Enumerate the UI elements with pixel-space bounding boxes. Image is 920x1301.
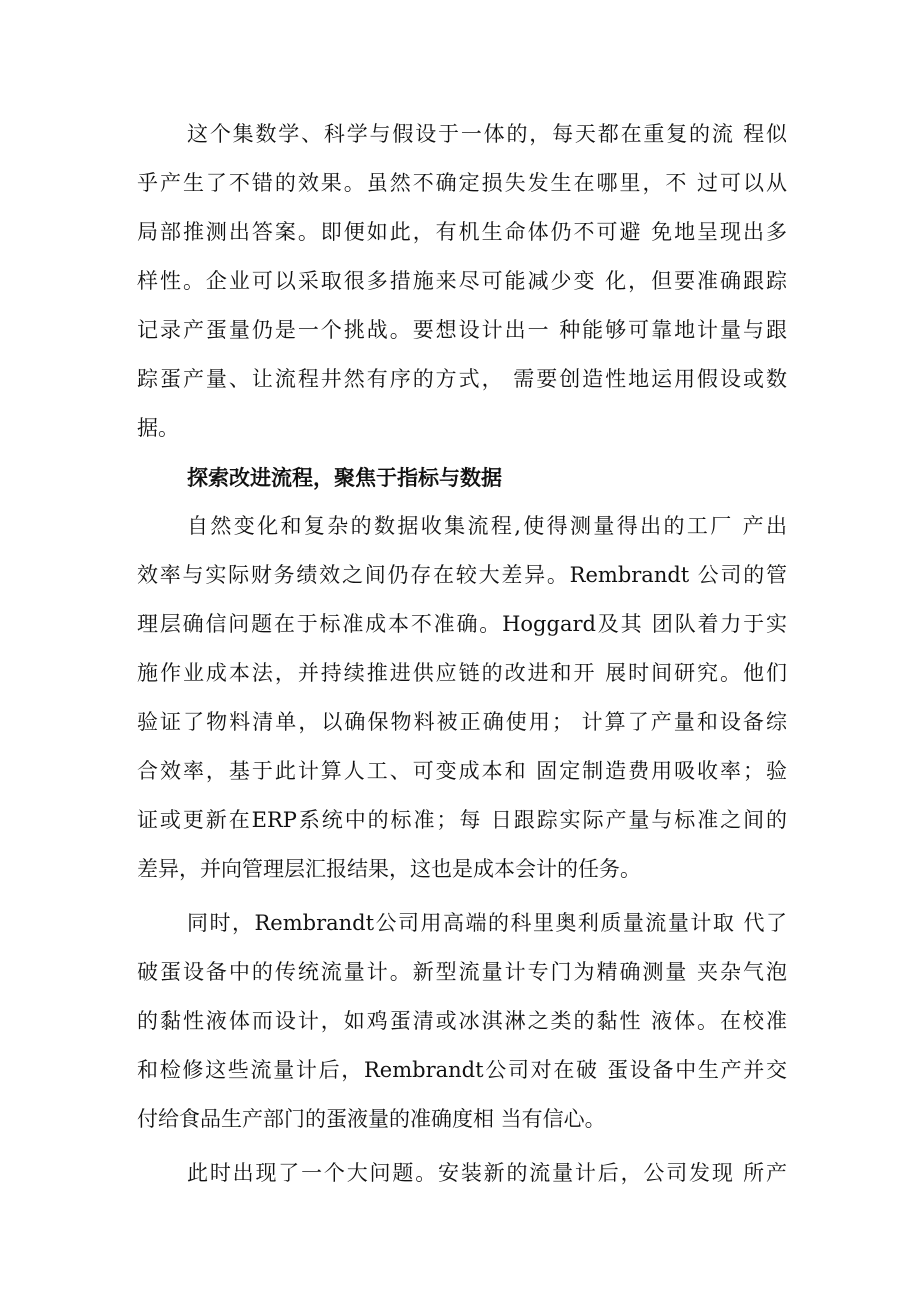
paragraph-line: 同时，Rembrandt公司用高端的科里奥利质量流量计取 代了	[187, 911, 787, 935]
paragraph-line: 破蛋设备中的传统流量计。新型流量计专门为精确测量 夹杂气泡	[137, 960, 787, 984]
paragraph-line: 这个集数学、科学与假设于一体的，每天都在重复的流 程似	[187, 122, 787, 146]
paragraph-line: 局部推测出答案。即便如此，有机生命体仍不可避 免地呈现出多	[137, 220, 787, 244]
paragraph-line: 的黏性液体而设计，如鸡蛋清或冰淇淋之类的黏性 液体。在校准	[137, 1009, 787, 1033]
paragraph-line: 理层确信问题在于标准成本不准确。Hoggard及其 团队着力于实	[137, 612, 787, 636]
paragraph-line: 据。	[137, 416, 179, 440]
paragraph-line: 自然变化和复杂的数据收集流程,使得测量得出的工厂 产出	[187, 514, 787, 538]
paragraph-line: 差异，并向管理层汇报结果，这也是成本会计的任务。	[137, 857, 641, 881]
paragraph-line: 此时出现了一个大问题。安装新的流量计后，公司发现 所产	[187, 1161, 787, 1185]
paragraph-line: 样性。企业可以采取很多措施来尽可能减少变 化，但要准确跟踪	[137, 269, 787, 293]
paragraph-line: 和检修这些流量计后，Rembrandt公司对在破 蛋设备中生产并交	[137, 1058, 787, 1082]
document-page	[137, 110, 787, 1198]
paragraph-cost-accounting	[137, 502, 787, 894]
paragraph-line: 证或更新在ERP系统中的标准；每 日跟踪实际产量与标准之间的	[137, 808, 787, 832]
paragraph-line: 踪蛋产量、让流程井然有序的方式， 需要创造性地运用假设或数	[137, 367, 787, 391]
paragraph-problem	[137, 1149, 787, 1198]
paragraph-line: 付给食品生产部门的蛋液量的准确度相 当有信心。	[137, 1107, 606, 1131]
paragraph-line: 验证了物料清单，以确保物料被正确使用； 计算了产量和设备综	[137, 710, 787, 734]
paragraph-intro	[137, 110, 787, 453]
paragraph-flowmeter	[137, 899, 787, 1144]
paragraph-line: 效率与实际财务绩效之间仍存在较大差异。Rembrandt 公司的管	[137, 563, 787, 587]
paragraph-line: 记录产蛋量仍是一个挑战。要想设计出一 种能够可靠地计量与跟	[137, 318, 787, 342]
paragraph-line: 乎产生了不错的效果。虽然不确定损失发生在哪里，不 过可以从	[137, 171, 787, 195]
section-heading: 探索改进流程，聚焦于指标与数据	[187, 465, 502, 490]
paragraph-line: 施作业成本法，并持续推进供应链的改进和开 展时间研究。他们	[137, 661, 787, 685]
paragraph-line: 合效率，基于此计算人工、可变成本和 固定制造费用吸收率；验	[137, 759, 787, 783]
